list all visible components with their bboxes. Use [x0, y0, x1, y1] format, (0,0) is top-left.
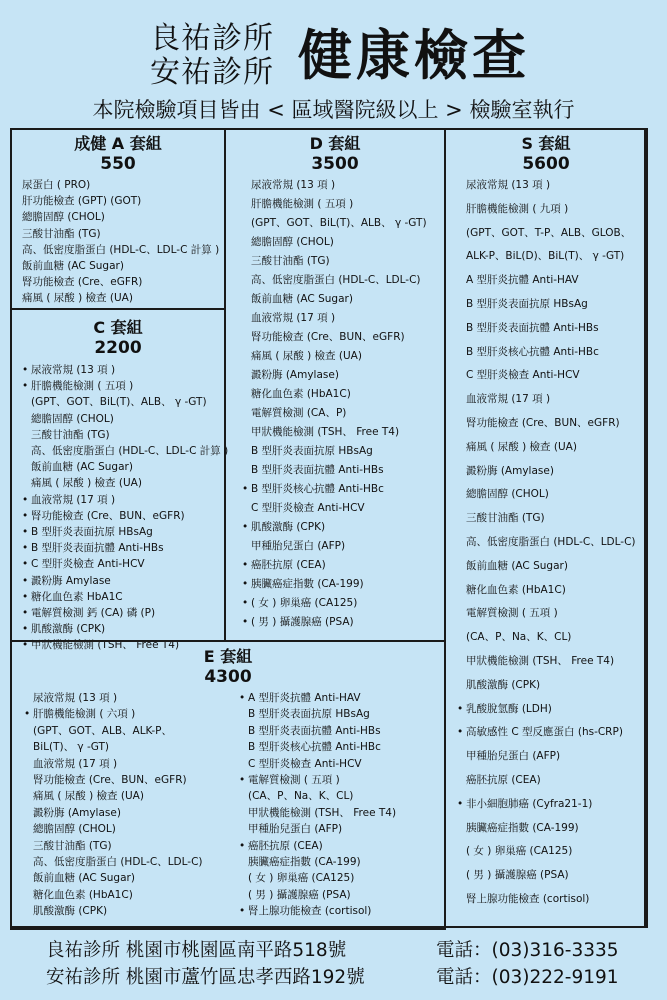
package-price: 2200 — [94, 338, 142, 358]
list-item: • 血液常規 (17 項 ) — [31, 492, 224, 508]
package-s — [444, 128, 648, 928]
clinic-names — [150, 22, 274, 90]
list-item: • ( 男 ) 攝護腺癌 (PSA) — [251, 613, 444, 632]
package-title: D 套組 — [309, 134, 361, 153]
list-item: 甲種胎兒蛋白 (AFP) — [248, 823, 343, 836]
list-item: 三酸甘油酯 (TG) — [466, 512, 545, 525]
list-item: • 癌胚抗原 (CEA) — [248, 838, 396, 854]
list-item: 肝功能檢查 (GPT) (GOT) — [22, 195, 142, 208]
list-item: 甲狀機能檢測 (TSH、 Free T4) — [248, 806, 397, 819]
list-item: 血液常規 (17 項 ) — [33, 757, 118, 770]
phone-2: 電話：(03)222-9191 — [436, 967, 619, 988]
list-item: 癌胚抗原 (CEA) — [466, 773, 541, 786]
package-items — [22, 177, 224, 307]
list-item: ALK-P、BiL(D)、BiL(T)、 γ -GT) — [466, 250, 625, 263]
list-item: • 肌酸激酶 (CPK) — [31, 621, 224, 637]
list-item: • 癌胚抗原 (CEA) — [251, 556, 444, 575]
list-item: (GPT、GOT、T-P、ALB、GLOB、 — [466, 226, 632, 239]
list-item: • B 型肝炎核心抗體 Anti-HBc — [251, 480, 444, 499]
list-item: 高、低密度脂蛋白 (HDL-C、LDL-C 計算 ) — [31, 445, 229, 458]
list-item: B 型肝炎核心抗體 Anti-HBc — [248, 741, 381, 754]
package-items — [31, 362, 229, 654]
list-item: B 型肝炎表面抗原 HBsAg — [251, 445, 373, 457]
list-item: 腎功能檢查 (Cre、BUN、eGFR) — [251, 331, 405, 343]
list-item: B 型肝炎表面抗原 HBsAg — [466, 297, 588, 310]
package-e — [10, 640, 446, 930]
list-item: 糖化血色素 (HbA1C) — [466, 583, 566, 596]
list-item: • 高敏感性 C 型反應蛋白 (hs-CRP) — [466, 721, 646, 745]
list-item: 三酸甘油酯 (TG) — [22, 227, 101, 240]
subtitle: 本院檢驗項目皆由 < 區域醫院級以上 > 檢驗室執行 — [92, 98, 575, 122]
list-item: 胰臟癌症指數 (CA-199) — [466, 821, 579, 834]
list-item: B 型肝炎核心抗體 Anti-HBc — [466, 345, 599, 358]
list-item: (GPT、GOT、BiL(T)、ALB、 γ -GT) — [251, 217, 427, 229]
list-item: • 糖化血色素 HbA1C — [31, 589, 224, 605]
list-item: 總膽固醇 (CHOL) — [33, 823, 116, 836]
list-item: 痛風 ( 尿酸 ) 檢查 (UA) — [22, 292, 133, 305]
package-price: 550 — [100, 154, 136, 174]
package-items-left — [33, 690, 203, 920]
list-item: ( 女 ) 卵巢癌 (CA125) — [248, 872, 355, 885]
clinic-name-1: 良祐診所 — [150, 21, 274, 56]
list-item: 飯前血糖 (AC Sugar) — [33, 872, 135, 885]
list-item: 總膽固醇 (CHOL) — [466, 488, 549, 501]
list-item: • 腎功能檢查 (Cre、BUN、eGFR) — [31, 508, 224, 524]
footer-row-1 — [46, 936, 646, 965]
package-title: 成健 A 套組 — [74, 134, 162, 153]
list-item: 甲狀機能檢測 (TSH、 Free T4) — [466, 654, 615, 667]
list-item: 電解質檢測 (CA、P) — [251, 407, 347, 419]
package-price: 4300 — [204, 667, 252, 687]
list-item: 澱粉脢 (Amylase) — [251, 369, 339, 381]
list-item: 尿蛋白 ( PRO) — [22, 179, 91, 191]
package-d — [224, 128, 446, 642]
list-item: 飯前血糖 (AC Sugar) — [466, 559, 568, 572]
list-item: 澱粉脢 (Amylase) — [33, 806, 121, 819]
list-item: 甲種胎兒蛋白 (AFP) — [466, 750, 561, 763]
list-item: C 型肝炎檢查 Anti-HCV — [248, 757, 362, 770]
list-item: • 腎上腺功能檢查 (cortisol) — [248, 903, 396, 919]
package-price: 5600 — [522, 154, 570, 174]
list-item: 總膽固醇 (CHOL) — [251, 236, 334, 248]
list-item: 血液常規 (17 項 ) — [466, 393, 551, 406]
phone-1: 電話：(03)316-3335 — [436, 940, 619, 961]
list-item: B 型肝炎表面抗體 Anti-HBs — [251, 464, 384, 476]
list-item: • A 型肝炎抗體 Anti-HAV — [248, 690, 396, 706]
list-item: 飯前血糖 (AC Sugar) — [251, 293, 353, 305]
list-item: B 型肝炎表面抗體 Anti-HBs — [248, 724, 381, 737]
page-title: 健康檢查 — [298, 24, 530, 87]
list-item: • 甲狀機能檢測 (TSH、 Free T4) — [31, 637, 224, 653]
list-item: 痛風 ( 尿酸 ) 檢查 (UA) — [33, 790, 144, 803]
list-item: 尿液常規 (13 項 ) — [33, 692, 118, 704]
list-item: 肝膽機能檢測 ( 九項 ) — [466, 202, 569, 215]
list-item: 糖化血色素 (HbA1C) — [251, 388, 351, 400]
list-item: 腎功能檢查 (Cre、BUN、eGFR) — [33, 774, 187, 787]
list-item: (GPT、GOT、ALB、ALK-P、 — [33, 724, 172, 737]
package-price: 3500 — [311, 154, 359, 174]
list-item: 高、低密度脂蛋白 (HDL-C、LDL-C 計算 ) — [22, 243, 220, 256]
list-item: 高、低密度脂蛋白 (HDL-C、LDL-C) — [466, 535, 636, 548]
clinic-name-2: 安祐診所 — [150, 55, 274, 90]
package-title: E 套組 — [203, 647, 253, 666]
list-item: ( 男 ) 攝護腺癌 (PSA) — [248, 888, 351, 901]
list-item: 肌酸激酶 (CPK) — [33, 905, 108, 918]
address-1: 良祐診所 桃園市桃園區南平路518號 — [46, 940, 347, 961]
list-item: • 肌酸激酶 (CPK) — [251, 518, 444, 537]
packages-frame — [10, 128, 646, 928]
list-item: • 澱粉脢 Amylase — [31, 573, 224, 589]
list-item: 甲種胎兒蛋白 (AFP) — [251, 540, 346, 552]
list-item: 三酸甘油酯 (TG) — [33, 839, 112, 852]
list-item: 飯前血糖 (AC Sugar) — [22, 260, 124, 273]
list-item: 尿液常規 (13 項 ) — [251, 179, 336, 191]
list-item: 三酸甘油酯 (TG) — [251, 255, 330, 267]
list-item: • 尿液常規 (13 項 ) — [31, 362, 224, 378]
list-item: ( 男 ) 攝護腺癌 (PSA) — [466, 869, 569, 882]
package-items — [466, 174, 646, 912]
header — [0, 0, 667, 128]
list-item: 三酸甘油酯 (TG) — [31, 428, 110, 441]
list-item: • B 型肝炎表面抗體 Anti-HBs — [31, 540, 224, 556]
list-item: 痛風 ( 尿酸 ) 檢查 (UA) — [251, 350, 362, 362]
list-item: 腎上腺功能檢查 (cortisol) — [466, 892, 590, 905]
list-item: 痛風 ( 尿酸 ) 檢查 (UA) — [466, 440, 577, 453]
list-item: 飯前血糖 (AC Sugar) — [31, 461, 133, 474]
list-item: 糖化血色素 (HbA1C) — [33, 888, 133, 901]
package-items — [251, 176, 444, 632]
list-item: • C 型肝炎檢查 Anti-HCV — [31, 556, 224, 572]
list-item: • 非小細胞肺癌 (Cyfra21-1) — [466, 793, 646, 817]
list-item: • 電解質檢測 鈣 (CA) 磷 (P) — [31, 605, 224, 621]
list-item: B 型肝炎表面抗原 HBsAg — [248, 708, 370, 721]
list-item: 腎功能檢查 (Cre、BUN、eGFR) — [466, 416, 620, 429]
list-item: 高、低密度脂蛋白 (HDL-C、LDL-C) — [251, 274, 421, 286]
list-item: 胰臟癌症指數 (CA-199) — [248, 856, 361, 869]
list-item: 澱粉脢 (Amylase) — [466, 464, 554, 477]
package-a — [10, 128, 226, 310]
list-item: ( 女 ) 卵巢癌 (CA125) — [466, 845, 573, 858]
list-item: 血液常規 (17 項 ) — [251, 312, 336, 324]
list-item: 電解質檢測 ( 五項 ) — [466, 607, 558, 620]
list-item: • B 型肝炎表面抗原 HBsAg — [31, 524, 224, 540]
list-item: 總膽固醇 (CHOL) — [22, 211, 105, 224]
list-item: 高、低密度脂蛋白 (HDL-C、LDL-C) — [33, 856, 203, 869]
list-item: C 型肝炎檢查 Anti-HCV — [466, 369, 580, 382]
list-item: • 胰臟癌症指數 (CA-199) — [251, 575, 444, 594]
package-title: S 套組 — [521, 134, 571, 153]
footer-row-2 — [46, 963, 646, 992]
list-item: 肝膽機能檢測 ( 五項 ) — [251, 198, 354, 210]
list-item: (CA、P、Na、K、CL) — [466, 631, 572, 644]
address-2: 安祐診所 桃園市蘆竹區忠孝西路192號 — [46, 967, 365, 988]
list-item: • 肝膽機能檢測 ( 六項 ) — [33, 706, 203, 722]
list-item: • 乳酸脫氫酶 (LDH) — [466, 698, 646, 722]
list-item: • 電解質檢測 ( 五項 ) — [248, 772, 396, 788]
list-item: 尿液常規 (13 項 ) — [466, 179, 551, 191]
list-item: 總膽固醇 (CHOL) — [31, 412, 114, 425]
list-item: BiL(T)、 γ -GT) — [33, 741, 110, 754]
list-item: A 型肝炎抗體 Anti-HAV — [466, 274, 579, 287]
list-item: C 型肝炎檢查 Anti-HCV — [251, 502, 365, 514]
list-item: (CA、P、Na、K、CL) — [248, 790, 354, 803]
list-item: • ( 女 ) 卵巢癌 (CA125) — [251, 594, 444, 613]
package-items-right — [248, 690, 396, 920]
package-c — [10, 308, 229, 652]
list-item: B 型肝炎表面抗體 Anti-HBs — [466, 321, 599, 334]
package-title: C 套組 — [93, 318, 143, 337]
list-item: 腎功能檢查 (Cre、eGFR) — [22, 276, 143, 289]
list-item: 痛風 ( 尿酸 ) 檢查 (UA) — [31, 477, 142, 490]
list-item: 肌酸激酶 (CPK) — [466, 678, 541, 691]
list-item: 甲狀機能檢測 (TSH、 Free T4) — [251, 426, 400, 438]
list-item: (GPT、GOT、BiL(T)、ALB、 γ -GT) — [31, 396, 207, 409]
list-item: • 肝膽機能檢測 ( 五項 ) — [31, 378, 224, 394]
